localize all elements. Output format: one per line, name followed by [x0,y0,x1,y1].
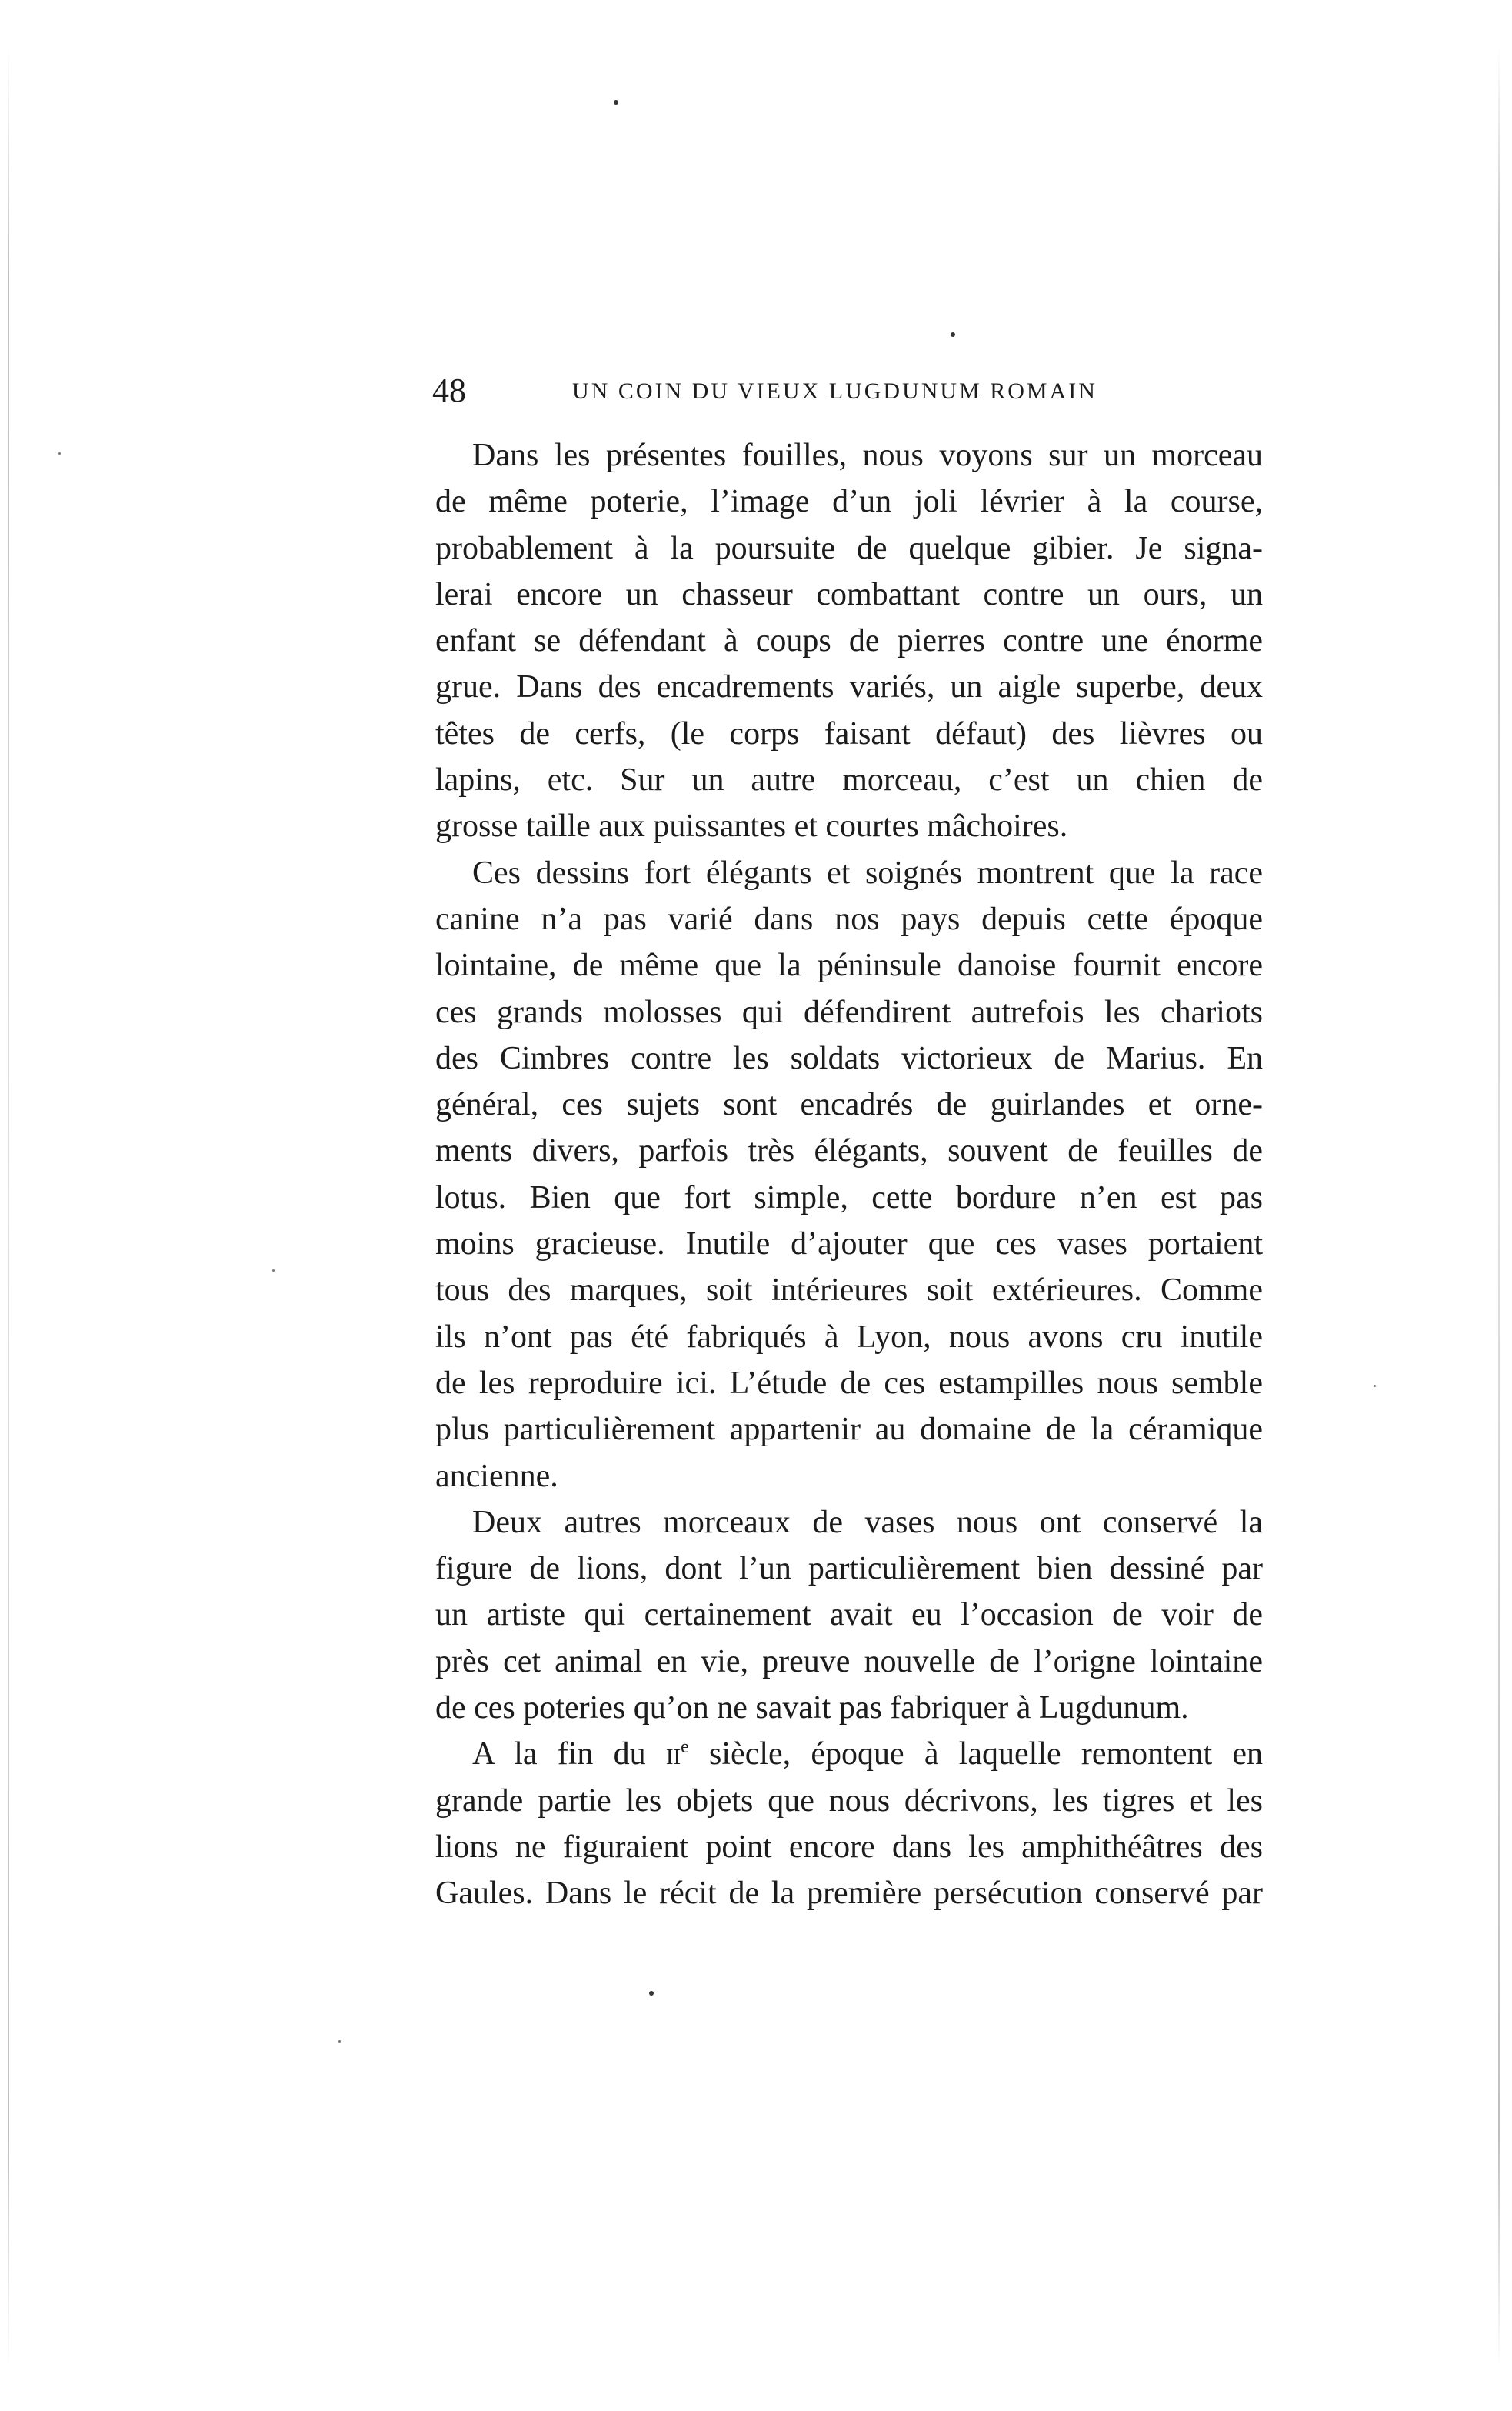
text-line: Ces dessins fort élégants et soignés montrent que la race [472,855,1263,891]
text-line: probablement à la poursuite de quelque gibier. Je signa- [435,530,1263,566]
text-fragment: siècle, époque à laquelle remontent en [709,1736,1263,1772]
ink-speck [58,452,61,455]
ink-speck [951,332,955,337]
text-line: lotus. Bien que fort simple, cette bordure n’en est pas [435,1179,1263,1216]
ink-speck [649,1991,654,1996]
body-text [435,432,1263,1917]
text-line: lapins, etc. Sur un autre morceau, c’est un chien de [435,762,1263,799]
text-line: de les reproduire ici. L’étude de ces estampilles nous semble [435,1365,1263,1401]
text-line: grande partie les objets que nous décrivons, les tigres et les [435,1782,1263,1819]
ink-speck [1374,1385,1376,1387]
text-line: un artiste qui certainement avait eu l’occasion de voir de [435,1597,1263,1633]
page-header [432,368,1269,414]
text-line: moins gracieuse. Inutile d’ajouter que ces vases portaient [435,1226,1263,1262]
text-line: plus particulièrement appartenir au domaine de la céramique [435,1412,1263,1448]
running-title: UN COIN DU VIEUX LUGDUNUM ROMAIN [572,378,1097,404]
page-number: 48 [432,372,466,409]
text-line: général, ces sujets sont encadrés de guirlandes et orne- [435,1087,1263,1123]
text-line: enfant se défendant à coups de pierres contre une énorme [435,623,1263,659]
text-line: ancienne. [435,1458,558,1494]
text-line: canine n’a pas varié dans nos pays depuis cette époque [435,901,1263,937]
text-line: ils n’ont pas été fabriqués à Lyon, nous avons cru inutile [435,1319,1263,1355]
text-line: ces grands molosses qui défendirent autrefois les chariots [435,994,1263,1030]
text-line: lions ne figuraient point encore dans les amphithéâtres des [435,1829,1263,1865]
superscript: e [681,1737,689,1758]
text-line: de ces poteries qu’on ne savait pas fabriquer à Lugdunum. [435,1690,1189,1726]
text-line [435,1731,1263,1777]
text-line: près cet animal en vie, preuve nouvelle de l’origne lointaine [435,1643,1263,1679]
text-fragment: A la fin du [472,1736,646,1772]
text-line: grosse taille aux puissantes et courtes mâchoires. [435,809,1068,845]
text-line: têtes de cerfs, (le corps faisant défaut) des lièvres ou [435,715,1263,752]
ink-speck [338,2040,341,2043]
text-line: de même poterie, l’image d’un joli lévrier à la course, [435,484,1263,520]
text-line: grue. Dans des encadrements variés, un aigle superbe, deux [435,669,1263,705]
text-line: tous des marques, soit intérieures soit extérieures. Comme [435,1272,1263,1309]
roman-numeral: ii [665,1736,681,1772]
scan-edge-right [1498,46,1500,2369]
text-line: Gaules. Dans le récit de la première persécution conservé par [435,1876,1263,1912]
text-line: Deux autres morceaux de vases nous ont conservé la [472,1504,1263,1540]
ink-speck [614,100,618,105]
text-line: figure de lions, dont l’un particulièrement bien dessiné par [435,1551,1263,1587]
text-line: ments divers, parfois très élégants, souvent de feuilles de [435,1133,1263,1169]
text-line: Dans les présentes fouilles, nous voyons sur un morceau [472,438,1263,473]
scan-edge-left [8,46,9,2369]
ink-speck [272,1269,275,1272]
text-line: des Cimbres contre les soldats victorieux de Marius. En [435,1040,1263,1076]
text-line: lerai encore un chasseur combattant contre un ours, un [435,576,1263,612]
text-line: lointaine, de même que la péninsule danoise fournit encore [435,948,1263,984]
